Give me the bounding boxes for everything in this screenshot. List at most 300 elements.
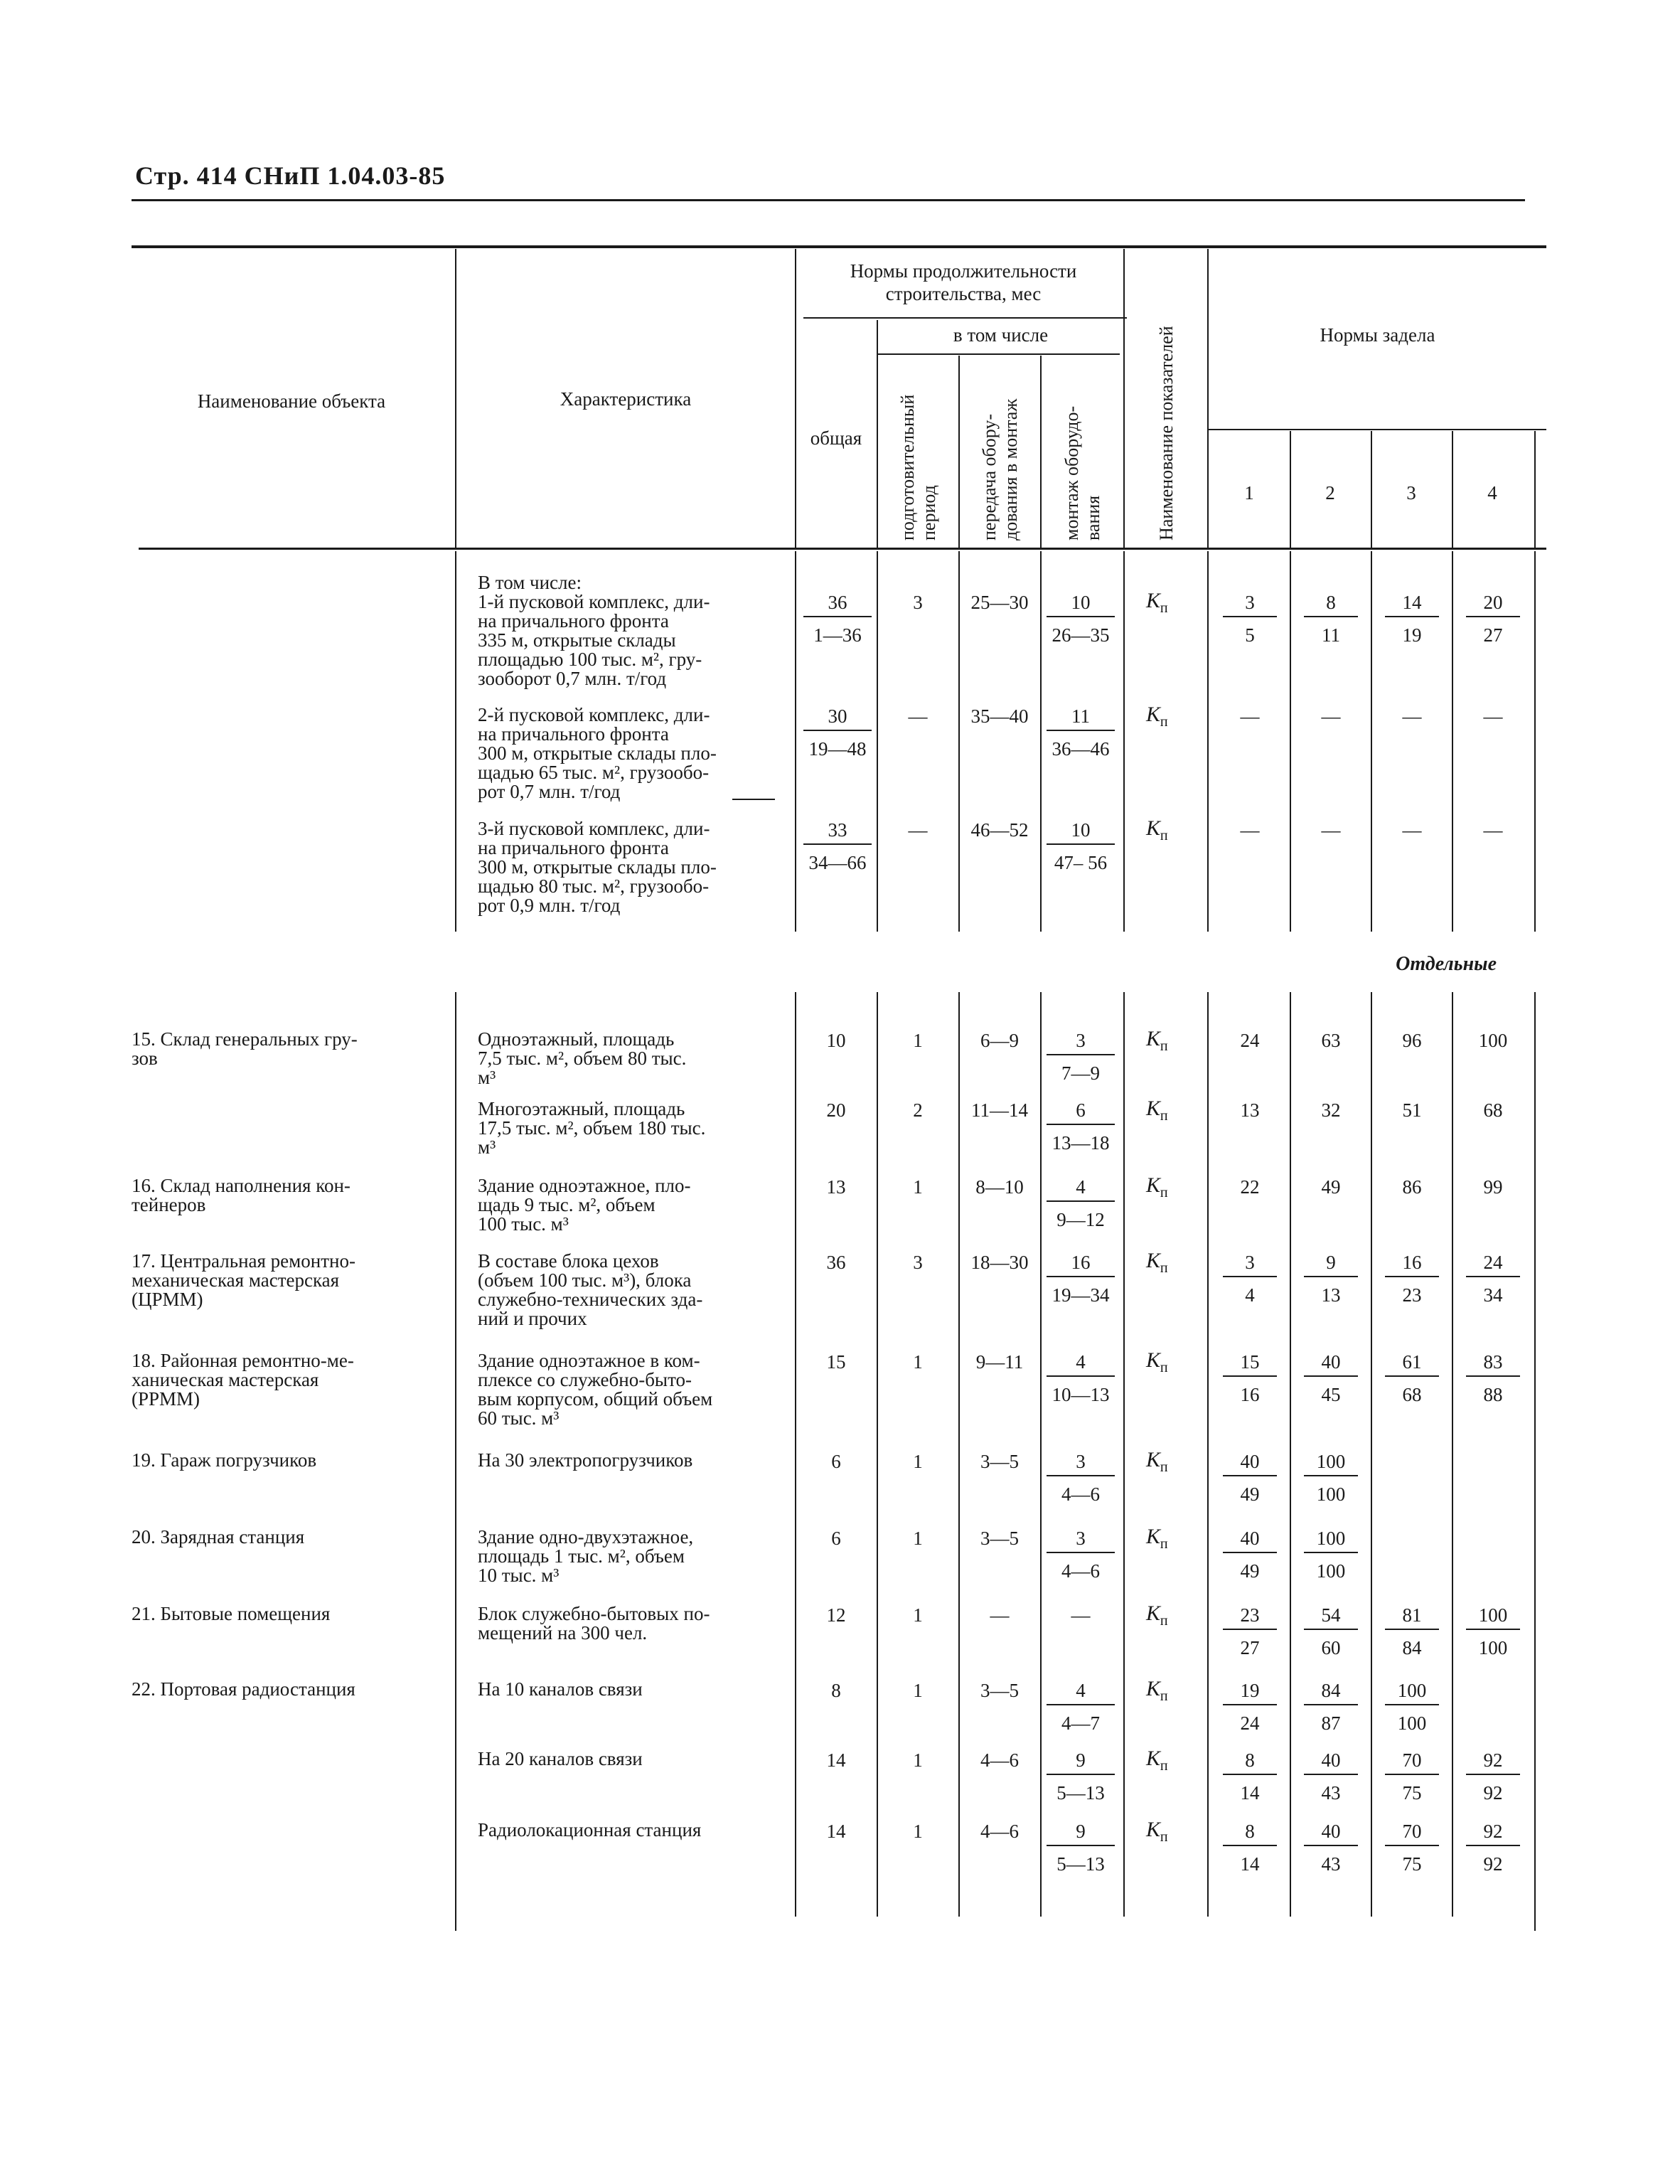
bottom-row-6-total: 6 bbox=[831, 1451, 841, 1472]
text-line: площадью 100 тыс. м², гру- bbox=[478, 649, 702, 670]
bottom-row-10-backlog-2-num: 40 bbox=[1321, 1749, 1341, 1771]
bottom-row-7-installation-num: 3 bbox=[1076, 1528, 1086, 1549]
bottom-row-10-backlog-4-bar bbox=[1466, 1774, 1520, 1775]
bottom-row-8-total: 12 bbox=[826, 1604, 846, 1626]
bottom-row-4-backlog-4-bar bbox=[1466, 1276, 1520, 1277]
bottom-row-4-backlog-2 bbox=[1294, 1252, 1368, 1306]
bottom-row-8-backlog-3-den: 84 bbox=[1402, 1637, 1422, 1658]
top-row-2-backlog-4: — bbox=[1483, 705, 1503, 727]
bottom-row-2-installation-bar bbox=[1047, 1124, 1115, 1125]
text-line: ний и прочих bbox=[478, 1308, 587, 1329]
bottom-row-11-installation bbox=[1044, 1821, 1118, 1875]
bottom-row-7-name bbox=[132, 1528, 437, 1547]
text-line: 60 тыс. м³ bbox=[478, 1407, 560, 1429]
bottom-row-8-backlog-1-den: 27 bbox=[1240, 1637, 1260, 1658]
header-backlog-col-3: 3 bbox=[1406, 482, 1416, 504]
body-vline bbox=[1123, 551, 1125, 932]
bottom-row-8-backlog-4-den: 100 bbox=[1478, 1637, 1508, 1658]
text-line: на причального фронта bbox=[478, 837, 669, 858]
bottom-row-6-backlog-1 bbox=[1213, 1451, 1287, 1505]
indicator-sub: п bbox=[1160, 1613, 1168, 1629]
top-row-1-backlog-3: 14 19 bbox=[1375, 592, 1449, 646]
body-vline bbox=[1371, 551, 1372, 932]
bottom-row-3-backlog-3: 86 bbox=[1402, 1176, 1422, 1198]
bottom-row-8-backlog-1-num: 23 bbox=[1240, 1604, 1260, 1626]
bottom-row-8-backlog-3-num: 81 bbox=[1402, 1604, 1422, 1626]
bottom-row-9-backlog-2 bbox=[1294, 1680, 1368, 1734]
indicator-sub: п bbox=[1160, 1360, 1168, 1375]
bottom-row-7-installation-bar bbox=[1047, 1552, 1115, 1553]
bottom-row-3-prep: 1 bbox=[913, 1176, 923, 1198]
top-row-2-backlog-2: — bbox=[1321, 705, 1341, 727]
bottom-row-1-name bbox=[132, 1030, 437, 1068]
bottom-row-9-backlog-3-num: 100 bbox=[1397, 1680, 1427, 1701]
bottom-row-11-backlog-1-num: 8 bbox=[1245, 1821, 1255, 1842]
bottom-row-10-backlog-1-bar bbox=[1223, 1774, 1277, 1775]
header-installation-line1: монтаж оборудо- bbox=[1061, 405, 1082, 540]
header-backlog-col-4: 4 bbox=[1487, 482, 1497, 504]
bottom-row-3-name bbox=[132, 1176, 437, 1215]
bottom-row-7-prep: 1 bbox=[913, 1528, 923, 1549]
bottom-row-10-backlog-4 bbox=[1456, 1749, 1530, 1804]
bottom-row-11-backlog-2-den: 43 bbox=[1321, 1853, 1341, 1875]
bottom-row-10-installation-den: 5—13 bbox=[1056, 1782, 1105, 1804]
header-vline bbox=[455, 249, 456, 548]
bottom-row-9-indicator bbox=[1146, 1677, 1168, 1705]
bottom-row-6-name bbox=[132, 1451, 437, 1470]
bottom-row-5-backlog-1 bbox=[1213, 1351, 1287, 1405]
bottom-row-10-indicator bbox=[1146, 1747, 1168, 1774]
bottom-row-9-backlog-2-num: 84 bbox=[1321, 1680, 1341, 1701]
bottom-row-4-indicator bbox=[1146, 1249, 1168, 1277]
bottom-row-1-backlog-3: 96 bbox=[1402, 1030, 1422, 1051]
name-line: 17. Центральная ремонтно- bbox=[132, 1250, 355, 1272]
bottom-row-5-backlog-1-bar bbox=[1223, 1375, 1277, 1377]
header-installation bbox=[1061, 359, 1104, 540]
top-row-1-transfer: 25—30 bbox=[970, 592, 1029, 613]
bottom-row-5-transfer: 9—11 bbox=[975, 1351, 1024, 1373]
header-characteristic: Характеристика bbox=[560, 388, 692, 410]
bottom-row-5-backlog-3-bar bbox=[1385, 1375, 1439, 1377]
bottom-row-9-installation-den: 4—7 bbox=[1061, 1712, 1100, 1734]
bottom-row-4-backlog-1-bar bbox=[1223, 1276, 1277, 1277]
header-vline bbox=[1123, 249, 1125, 548]
bottom-row-2-indicator bbox=[1146, 1097, 1168, 1124]
header-vline bbox=[1534, 431, 1536, 548]
body-vline bbox=[1452, 992, 1453, 1917]
bottom-row-8-text bbox=[478, 1604, 783, 1643]
bottom-row-11-total: 14 bbox=[826, 1821, 846, 1842]
text-line: (объем 100 тыс. м³), блока bbox=[478, 1269, 692, 1291]
bottom-row-10-text bbox=[478, 1749, 783, 1769]
bottom-row-1-backlog-4: 100 bbox=[1478, 1030, 1508, 1051]
bottom-row-11-backlog-1 bbox=[1213, 1821, 1287, 1875]
top-row-3-backlog-4: — bbox=[1483, 819, 1503, 841]
bottom-row-2-prep: 2 bbox=[913, 1099, 923, 1121]
bottom-row-8-backlog-4-num: 100 bbox=[1478, 1604, 1508, 1626]
bottom-row-2-installation bbox=[1044, 1099, 1118, 1154]
indicator-symbol: К bbox=[1146, 1525, 1160, 1548]
top-row-1-installation: 10 26—35 bbox=[1044, 592, 1118, 646]
text-line: На 10 каналов связи bbox=[478, 1678, 643, 1700]
bottom-row-5-installation-den: 10—13 bbox=[1052, 1384, 1110, 1405]
bottom-row-9-transfer: 3—5 bbox=[980, 1680, 1019, 1701]
bottom-row-5-backlog-2-num: 40 bbox=[1321, 1351, 1341, 1373]
top-row-1-total: 36 1—36 bbox=[801, 592, 874, 646]
header-rule bbox=[132, 199, 1525, 201]
text-line: 100 тыс. м³ bbox=[478, 1213, 569, 1235]
bottom-row-1-prep: 1 bbox=[913, 1030, 923, 1051]
text-line: м³ bbox=[478, 1067, 496, 1088]
bottom-row-8-installation: — bbox=[1071, 1604, 1091, 1626]
bottom-row-4-backlog-3 bbox=[1375, 1252, 1449, 1306]
bottom-row-3-indicator bbox=[1146, 1173, 1168, 1201]
header-duration-group bbox=[807, 260, 1120, 305]
bottom-row-5-backlog-1-den: 16 bbox=[1240, 1384, 1260, 1405]
bottom-row-11-backlog-2-num: 40 bbox=[1321, 1821, 1341, 1842]
bottom-row-3-backlog-4: 99 bbox=[1483, 1176, 1503, 1198]
bottom-row-1-text bbox=[478, 1030, 783, 1087]
bottom-row-9-backlog-3-bar bbox=[1385, 1704, 1439, 1705]
bottom-row-4-backlog-1 bbox=[1213, 1252, 1287, 1306]
bottom-row-8-backlog-2-num: 54 bbox=[1321, 1604, 1341, 1626]
bottom-row-6-prep: 1 bbox=[913, 1451, 923, 1472]
bottom-row-9-backlog-1-bar bbox=[1223, 1704, 1277, 1705]
bottom-row-9-installation-bar bbox=[1047, 1704, 1115, 1705]
header-total: общая bbox=[810, 427, 862, 449]
body-vline bbox=[877, 992, 878, 1917]
top-row-2-text bbox=[478, 705, 783, 801]
bottom-row-5-backlog-2-den: 45 bbox=[1321, 1384, 1341, 1405]
name-line: 20. Зарядная станция bbox=[132, 1526, 305, 1548]
top-row-1-backlog-4: 20 27 bbox=[1456, 592, 1530, 646]
bottom-row-2-text bbox=[478, 1099, 783, 1157]
text-line: м³ bbox=[478, 1136, 496, 1158]
bottom-row-4-backlog-2-num: 9 bbox=[1326, 1252, 1336, 1273]
bottom-row-2-total: 20 bbox=[826, 1099, 846, 1121]
bottom-row-4-backlog-4-num: 24 bbox=[1483, 1252, 1503, 1273]
bottom-row-11-indicator bbox=[1146, 1818, 1168, 1845]
bottom-row-2-backlog-4: 68 bbox=[1483, 1099, 1503, 1121]
bottom-row-9-total: 8 bbox=[831, 1680, 841, 1701]
bottom-row-5-text bbox=[478, 1351, 783, 1428]
bottom-row-2-transfer: 11—14 bbox=[971, 1099, 1028, 1121]
body-vline bbox=[455, 551, 456, 932]
bottom-row-2-installation-den: 13—18 bbox=[1052, 1132, 1110, 1154]
bottom-row-10-backlog-1-den: 14 bbox=[1240, 1782, 1260, 1804]
bottom-row-10-prep: 1 bbox=[913, 1749, 923, 1771]
bottom-row-11-backlog-4 bbox=[1456, 1821, 1530, 1875]
text-line: 3-й пусковой комплекс, дли- bbox=[478, 818, 710, 839]
bottom-row-5-backlog-2-bar bbox=[1304, 1375, 1358, 1377]
bottom-row-6-transfer: 3—5 bbox=[980, 1451, 1019, 1472]
bottom-row-10-backlog-2-bar bbox=[1304, 1774, 1358, 1775]
indicator-symbol: К bbox=[1146, 1173, 1160, 1197]
bottom-row-9-prep: 1 bbox=[913, 1680, 923, 1701]
text-line: на причального фронта bbox=[478, 610, 669, 632]
bottom-row-11-text bbox=[478, 1821, 783, 1840]
text-line: 1-й пусковой комплекс, дли- bbox=[478, 591, 710, 612]
bottom-row-9-installation-num: 4 bbox=[1076, 1680, 1086, 1701]
header-vline bbox=[958, 356, 960, 548]
header-transfer-line2: дования в монтаж bbox=[1000, 398, 1021, 540]
bottom-row-10-installation-bar bbox=[1047, 1774, 1115, 1775]
bottom-row-6-installation-num: 3 bbox=[1076, 1451, 1086, 1472]
indicator-sub: п bbox=[1160, 1260, 1168, 1276]
indicator-symbol: К bbox=[1146, 1249, 1160, 1272]
bottom-row-10-installation-num: 9 bbox=[1076, 1749, 1086, 1771]
bottom-row-8-backlog-2 bbox=[1294, 1604, 1368, 1658]
bottom-row-1-backlog-1: 24 bbox=[1240, 1030, 1260, 1051]
bottom-row-7-installation-den: 4—6 bbox=[1061, 1560, 1100, 1582]
name-line: 16. Склад наполнения кон- bbox=[132, 1175, 351, 1196]
bottom-row-8-indicator bbox=[1146, 1602, 1168, 1629]
top-row-2-installation: 11 36—46 bbox=[1044, 705, 1118, 760]
top-row-2-total: 30 19—48 bbox=[801, 705, 874, 760]
bottom-row-11-backlog-4-num: 92 bbox=[1483, 1821, 1503, 1842]
name-line: 18. Районная ремонтно-ме- bbox=[132, 1350, 354, 1371]
header-indicator: Наименование показателей bbox=[1156, 326, 1177, 540]
bottom-row-7-backlog-2-num: 100 bbox=[1316, 1528, 1346, 1549]
bottom-row-11-transfer: 4—6 bbox=[980, 1821, 1019, 1842]
bottom-row-5-indicator bbox=[1146, 1348, 1168, 1376]
body-vline bbox=[1371, 992, 1372, 1917]
bottom-row-7-backlog-2-den: 100 bbox=[1316, 1560, 1346, 1582]
bottom-row-8-backlog-3 bbox=[1375, 1604, 1449, 1658]
bottom-row-11-backlog-2 bbox=[1294, 1821, 1368, 1875]
name-line: 15. Склад генеральных гру- bbox=[132, 1028, 358, 1050]
indicator-sub: п bbox=[1160, 1459, 1168, 1475]
indicator-symbol: К bbox=[1146, 1027, 1160, 1050]
bottom-row-10-backlog-3 bbox=[1375, 1749, 1449, 1804]
body-vline bbox=[1452, 551, 1453, 932]
bottom-row-4-name bbox=[132, 1252, 437, 1309]
text-line: вым корпусом, общий объем bbox=[478, 1388, 713, 1410]
bottom-row-8-backlog-2-den: 60 bbox=[1321, 1637, 1341, 1658]
bottom-row-3-installation-bar bbox=[1047, 1200, 1115, 1202]
name-line: ханическая мастерская bbox=[132, 1369, 319, 1390]
bottom-row-2-backlog-2: 32 bbox=[1321, 1099, 1341, 1121]
indicator-sub: п bbox=[1160, 1108, 1168, 1124]
backlog-group-rule bbox=[1209, 429, 1546, 430]
bottom-row-1-installation bbox=[1044, 1030, 1118, 1084]
bottom-row-4-installation-num: 16 bbox=[1071, 1252, 1091, 1273]
text-line: 7,5 тыс. м², объем 80 тыс. bbox=[478, 1048, 687, 1069]
text-line: На 30 электропогрузчиков bbox=[478, 1449, 693, 1471]
text-line: 300 м, открытые склады пло- bbox=[478, 742, 717, 764]
bottom-row-5-backlog-4 bbox=[1456, 1351, 1530, 1405]
indicator-sub: п bbox=[1160, 1536, 1168, 1552]
body-vline bbox=[1040, 992, 1042, 1917]
body-vline bbox=[1040, 551, 1042, 932]
bottom-row-6-text bbox=[478, 1451, 783, 1470]
bottom-row-5-installation-num: 4 bbox=[1076, 1351, 1086, 1373]
top-row-3-transfer: 46—52 bbox=[970, 819, 1029, 841]
bottom-row-3-text bbox=[478, 1176, 783, 1234]
body-vline bbox=[795, 551, 796, 932]
indicator-sub: п bbox=[1160, 1829, 1168, 1845]
bottom-row-8-backlog-2-bar bbox=[1304, 1629, 1358, 1630]
body-vline bbox=[877, 551, 878, 932]
bottom-row-3-installation-num: 4 bbox=[1076, 1176, 1086, 1198]
body-vline bbox=[1290, 551, 1291, 932]
top-row-1-backlog-1: 3 5 bbox=[1213, 592, 1287, 646]
bottom-row-4-prep: 3 bbox=[913, 1252, 923, 1273]
bottom-row-3-installation-den: 9—12 bbox=[1056, 1209, 1105, 1230]
header-transfer-line1: передача обору- bbox=[979, 413, 1000, 540]
duration-group-rule bbox=[803, 317, 1127, 319]
header-transfer bbox=[979, 359, 1022, 540]
bottom-row-4-backlog-4-den: 34 bbox=[1483, 1284, 1503, 1306]
body-vline bbox=[1534, 992, 1536, 1931]
name-line: 21. Бытовые помещения bbox=[132, 1603, 331, 1624]
name-line: (ЦРММ) bbox=[132, 1289, 203, 1310]
top-row-2-transfer: 35—40 bbox=[970, 705, 1029, 727]
top-row-3-installation: 10 47– 56 bbox=[1044, 819, 1118, 873]
bottom-row-11-backlog-1-den: 14 bbox=[1240, 1853, 1260, 1875]
name-line: зов bbox=[132, 1048, 158, 1069]
indicator-symbol: К bbox=[1146, 1097, 1160, 1120]
bottom-row-4-installation-bar bbox=[1047, 1276, 1115, 1277]
bottom-row-6-backlog-1-den: 49 bbox=[1240, 1483, 1260, 1505]
text-line: Здание одноэтажное в ком- bbox=[478, 1350, 700, 1371]
bottom-row-7-backlog-1 bbox=[1213, 1528, 1287, 1582]
indicator-symbol: К bbox=[1146, 1602, 1160, 1625]
indicator-sub: п bbox=[1160, 1038, 1168, 1054]
bottom-row-8-backlog-1-bar bbox=[1223, 1629, 1277, 1630]
bottom-row-7-transfer: 3—5 bbox=[980, 1528, 1019, 1549]
body-vline bbox=[1534, 551, 1536, 932]
bottom-row-6-indicator bbox=[1146, 1448, 1168, 1476]
bottom-row-10-backlog-4-num: 92 bbox=[1483, 1749, 1503, 1771]
header-installation-line2: вания bbox=[1083, 495, 1103, 540]
bottom-row-1-transfer: 6—9 bbox=[980, 1030, 1019, 1051]
body-vline bbox=[1207, 992, 1209, 1917]
bottom-row-7-backlog-1-num: 40 bbox=[1240, 1528, 1260, 1549]
page-header: Стр. 414 СНиП 1.04.03-85 bbox=[135, 161, 446, 190]
bottom-row-5-prep: 1 bbox=[913, 1351, 923, 1373]
bottom-row-6-backlog-2 bbox=[1294, 1451, 1368, 1505]
bottom-row-4-total: 36 bbox=[826, 1252, 846, 1273]
bottom-row-3-backlog-2: 49 bbox=[1321, 1176, 1341, 1198]
bottom-row-3-transfer: 8—10 bbox=[975, 1176, 1024, 1198]
header-bottom-rule bbox=[139, 548, 1546, 550]
bottom-row-4-backlog-3-den: 23 bbox=[1402, 1284, 1422, 1306]
bottom-row-9-backlog-1-den: 24 bbox=[1240, 1712, 1260, 1734]
bottom-row-7-backlog-2 bbox=[1294, 1528, 1368, 1582]
bottom-row-7-indicator bbox=[1146, 1525, 1168, 1552]
bottom-row-5-backlog-3 bbox=[1375, 1351, 1449, 1405]
header-including: в том числе bbox=[953, 324, 1049, 346]
text-line: на причального фронта bbox=[478, 723, 669, 745]
bottom-row-5-installation-bar bbox=[1047, 1375, 1115, 1377]
bottom-row-7-backlog-1-den: 49 bbox=[1240, 1560, 1260, 1582]
bottom-row-8-backlog-3-bar bbox=[1385, 1629, 1439, 1630]
bottom-row-2-backlog-3: 51 bbox=[1402, 1099, 1422, 1121]
bottom-row-2-backlog-1: 13 bbox=[1240, 1099, 1260, 1121]
bottom-row-6-backlog-1-bar bbox=[1223, 1475, 1277, 1476]
bottom-row-5-backlog-3-den: 68 bbox=[1402, 1384, 1422, 1405]
bottom-row-10-backlog-1-num: 8 bbox=[1245, 1749, 1255, 1771]
text-line: Блок служебно-бытовых по- bbox=[478, 1603, 710, 1624]
text-line: 300 м, открытые склады пло- bbox=[478, 856, 717, 878]
bottom-row-2-installation-num: 6 bbox=[1076, 1099, 1086, 1121]
bottom-row-8-transfer: — bbox=[990, 1604, 1010, 1626]
text-line: В том числе: bbox=[478, 572, 582, 593]
text-line: плексе со служебно-быто- bbox=[478, 1369, 692, 1390]
bottom-row-9-backlog-2-bar bbox=[1304, 1704, 1358, 1705]
bottom-row-4-backlog-1-den: 4 bbox=[1245, 1284, 1255, 1306]
body-vline bbox=[1123, 992, 1125, 1917]
top-row-3-indicator: $К_п$ bbox=[1146, 816, 1168, 843]
bottom-row-1-installation-den: 7—9 bbox=[1061, 1062, 1100, 1084]
text-line: мещений на 300 чел. bbox=[478, 1622, 648, 1644]
top-row-3-backlog-3: — bbox=[1402, 819, 1422, 841]
bottom-row-8-backlog-4-bar bbox=[1466, 1629, 1520, 1630]
bottom-row-4-backlog-1-num: 3 bbox=[1245, 1252, 1255, 1273]
bottom-row-10-backlog-3-num: 70 bbox=[1402, 1749, 1422, 1771]
bottom-row-5-backlog-4-den: 88 bbox=[1483, 1384, 1503, 1405]
text-line: щадью 65 тыс. м², грузообо- bbox=[478, 762, 710, 783]
header-duration-line1: Нормы продолжительности bbox=[850, 260, 1077, 282]
bottom-row-7-installation bbox=[1044, 1528, 1118, 1582]
bottom-row-1-backlog-2: 63 bbox=[1321, 1030, 1341, 1051]
top-row-3-backlog-1: — bbox=[1240, 819, 1260, 841]
bottom-row-9-text bbox=[478, 1680, 783, 1699]
bottom-row-6-backlog-2-den: 100 bbox=[1316, 1483, 1346, 1505]
text-line: В составе блока цехов bbox=[478, 1250, 659, 1272]
indicator-sub: п bbox=[1160, 1758, 1168, 1774]
bottom-row-5-backlog-2 bbox=[1294, 1351, 1368, 1405]
header-name: Наименование объекта bbox=[197, 390, 386, 412]
text-line: 10 тыс. м³ bbox=[478, 1565, 560, 1586]
bottom-row-6-backlog-2-num: 100 bbox=[1316, 1451, 1346, 1472]
row-2-underline bbox=[732, 799, 775, 800]
header-backlog-col-1: 1 bbox=[1244, 482, 1254, 504]
bottom-row-4-installation bbox=[1044, 1252, 1118, 1306]
bottom-row-10-backlog-2 bbox=[1294, 1749, 1368, 1804]
indicator-sub: п bbox=[1160, 1688, 1168, 1704]
name-line: тейнеров bbox=[132, 1194, 206, 1215]
top-row-2-backlog-3: — bbox=[1402, 705, 1422, 727]
header-vline bbox=[877, 320, 878, 548]
bottom-row-10-transfer: 4—6 bbox=[980, 1749, 1019, 1771]
bottom-row-8-backlog-4 bbox=[1456, 1604, 1530, 1658]
bottom-row-9-backlog-3-den: 100 bbox=[1397, 1712, 1427, 1734]
text-line: щадь 9 тыс. м², объем bbox=[478, 1194, 656, 1215]
top-row-1-indicator: $К_п$ bbox=[1146, 589, 1168, 616]
top-row-2-indicator: $К_п$ bbox=[1146, 703, 1168, 730]
indicator-symbol: К bbox=[1146, 1818, 1160, 1841]
top-row-1-text bbox=[478, 573, 783, 688]
indicator-symbol: К bbox=[1146, 1348, 1160, 1372]
indicator-symbol: К bbox=[1146, 1747, 1160, 1770]
bottom-row-8-prep: 1 bbox=[913, 1604, 923, 1626]
bottom-row-1-indicator bbox=[1146, 1027, 1168, 1055]
bottom-row-11-backlog-3 bbox=[1375, 1821, 1449, 1875]
bottom-row-6-backlog-1-num: 40 bbox=[1240, 1451, 1260, 1472]
top-row-1-backlog-2: 8 11 bbox=[1294, 592, 1368, 646]
bottom-row-10-backlog-3-bar bbox=[1385, 1774, 1439, 1775]
bottom-row-10-backlog-2-den: 43 bbox=[1321, 1782, 1341, 1804]
text-line: Здание одноэтажное, пло- bbox=[478, 1175, 691, 1196]
bottom-row-7-total: 6 bbox=[831, 1528, 841, 1549]
text-line: рот 0,9 млн. т/год bbox=[478, 895, 621, 916]
bottom-row-6-installation-bar bbox=[1047, 1475, 1115, 1476]
bottom-row-5-name bbox=[132, 1351, 437, 1409]
header-vline bbox=[1207, 249, 1209, 548]
top-row-2-backlog-1: — bbox=[1240, 705, 1260, 727]
